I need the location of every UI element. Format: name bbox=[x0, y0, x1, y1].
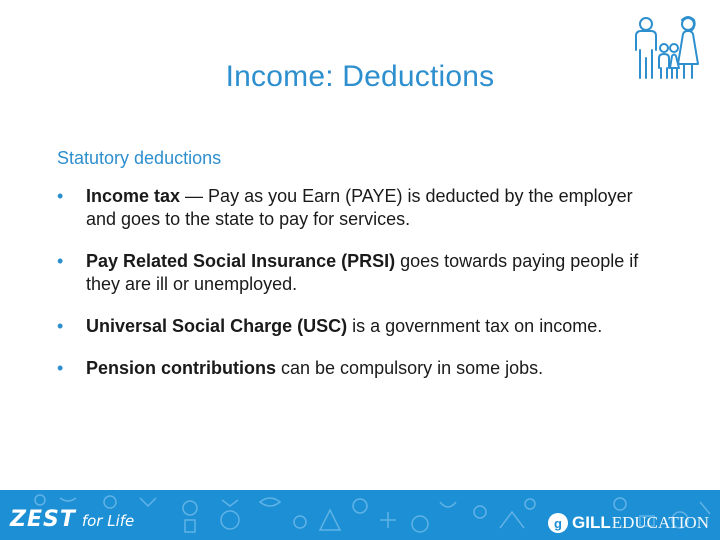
bullet-dot: • bbox=[57, 251, 64, 271]
bullet-dot: • bbox=[57, 316, 64, 336]
gill-logo-mark: g bbox=[548, 513, 568, 533]
slide-title: Income: Deductions bbox=[225, 60, 495, 93]
bullet-dot: • bbox=[57, 358, 64, 378]
gill-logo-edu: EDUCATION bbox=[611, 513, 709, 532]
bullet-text: is a government tax on income. bbox=[347, 316, 603, 336]
gill-education-logo bbox=[548, 510, 709, 536]
bullet-dot: • bbox=[57, 186, 64, 206]
subheading: Statutory deductions bbox=[57, 148, 222, 168]
bullet-list bbox=[57, 185, 657, 399]
list-item bbox=[57, 315, 657, 338]
bullet-term: Universal Social Charge (USC) bbox=[86, 316, 348, 336]
bullet-term: Pension contributions bbox=[86, 358, 277, 378]
zest-logo-word: ZEST bbox=[10, 507, 76, 532]
zest-logo-sub: for Life bbox=[81, 512, 135, 530]
bullet-text: goes towards paying people if they are ill or unemployed. bbox=[86, 251, 639, 294]
bullet-term: Income tax bbox=[86, 186, 181, 206]
list-item bbox=[57, 250, 657, 296]
bullet-term: Pay Related Social Insurance (PRSI) bbox=[86, 251, 396, 271]
gill-logo-word: GILL bbox=[572, 513, 611, 532]
list-item bbox=[57, 357, 657, 380]
list-item bbox=[57, 185, 657, 231]
zest-for-life-logo bbox=[10, 507, 134, 537]
bullet-text: — Pay as you Earn (PAYE) is deducted by the employer and goes to the state to pay for services. bbox=[86, 186, 633, 229]
family-icon bbox=[630, 12, 706, 88]
bullet-text: can be compulsory in some jobs. bbox=[276, 358, 544, 378]
